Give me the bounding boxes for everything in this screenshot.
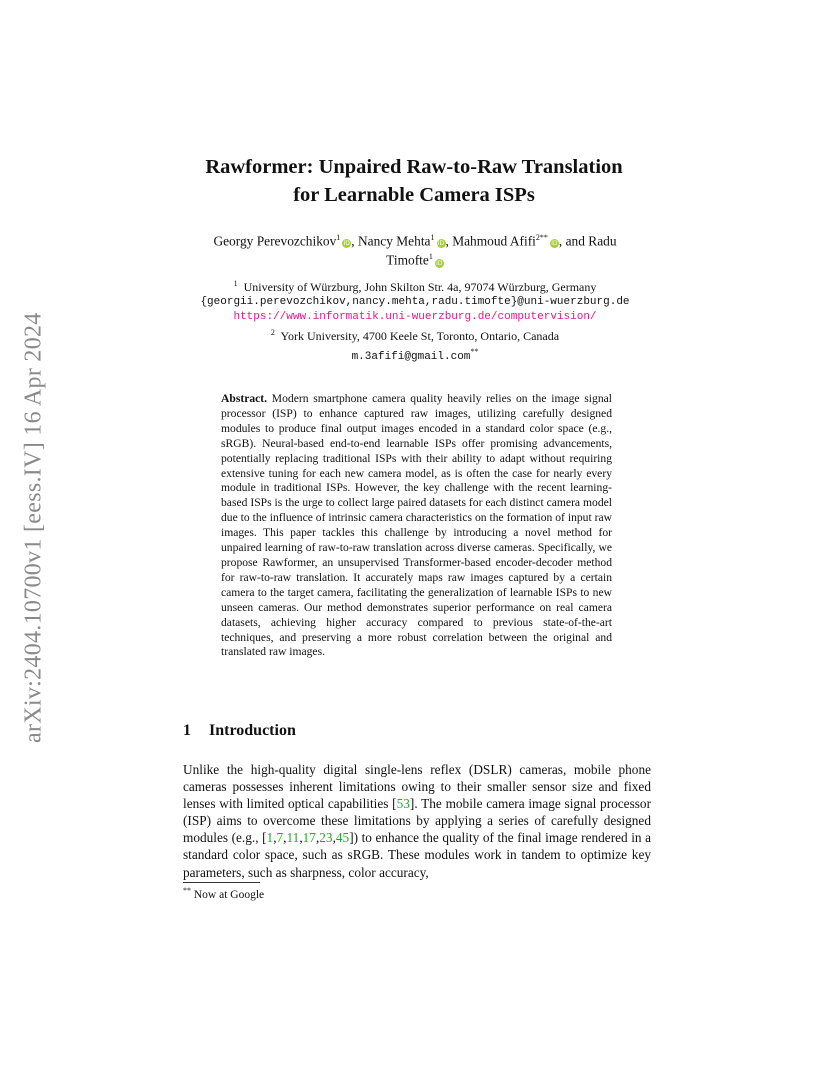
footnote-rule — [183, 882, 260, 883]
citation-separator: , — [332, 830, 336, 846]
author-name: Nancy Mehta — [357, 233, 431, 249]
footnote-text: Now at Google — [191, 888, 265, 901]
citation-link[interactable]: 11 — [286, 830, 300, 846]
citation-link[interactable]: 17 — [302, 830, 316, 846]
intro-text: ]. The mobile camera image signal processor (ISP) aims to overcome these limitations by applying a series of carefully designed modules (e.g., [ — [183, 796, 651, 846]
author-separator: , and Radu — [558, 233, 617, 249]
affiliation-2-text: York University, 4700 Keele St, Toronto, Ontario, Canada — [280, 329, 560, 343]
section-number: 1 — [183, 722, 191, 739]
orcid-icon[interactable]: iD — [343, 240, 350, 248]
orcid-icon[interactable]: iD — [551, 240, 558, 248]
author-affil-mark: 1 — [428, 252, 433, 262]
citation-link[interactable]: 45 — [335, 830, 350, 846]
intro-text: ]) to enhance the quality of the final image rendered in a standard color space, such as sRGB. These modules work in tandem to optimize key parameters, such as sharpness, color accuracy, — [183, 830, 652, 880]
citation-link[interactable]: 1 — [266, 830, 274, 846]
intro-text: Unlike the high-quality digital single-lens reflex (DSLR) cameras, mobile phone cameras possesses inherent limitations owing to their smaller sensor size and fixed lenses with limited optical capabilities [ — [183, 762, 651, 812]
orcid-icon[interactable]: iD — [436, 259, 443, 267]
citation-separator: , — [273, 830, 277, 846]
email-1[interactable]: {georgii.perevozchikov,nancy.mehta,radu.timofte}@uni-wuerzburg.de — [200, 296, 630, 308]
abstract — [221, 392, 612, 660]
section-heading — [183, 722, 296, 740]
abstract-label: Abstract. — [221, 392, 268, 405]
title-line-1: Rawformer: Unpaired Raw-to-Raw Translation — [205, 156, 623, 178]
author-list — [190, 230, 640, 269]
footnote — [183, 886, 264, 901]
affil-mark: 1 — [233, 279, 238, 288]
abstract-text: Modern smartphone camera quality heavily relies on the image signal processor (ISP) to enhance captured raw images, utilizing carefully designed modules to produce final output images encoded in a standard color space (e.g., sRGB). Neural-based end-to-end learnable ISPs offer promising advancements, potentially replacing traditional ISPs with their ability to adapt without requiring extensive tuning for each new camera model, as is often the case for nearly every module in traditional ISPs. However, the key challenge with the recent learning-based ISPs is the urge to collect large paired datasets for each distinct camera model due to the influence of intrinsic camera characteristics on the formation of input raw images. This paper tackles this challenge by introducing a novel method for unpaired learning of raw-to-raw translation across diverse cameras. Specifically, we propose Rawformer, an unsupervised Transformer-based encoder-decoder method for raw-to-raw translation. It accurately maps raw images captured by a certain camera to the target camera, facilitating the generalization of learnable ISPs to new unseen cameras. Our method demonstrates superior performance on real camera datasets, achieving higher accuracy compared to previous state-of-the-art techniques, and preserving a more robust correlation between the original and translated raw images. — [221, 392, 612, 659]
email-2-line — [150, 344, 680, 365]
title-line-2: for Learnable Camera ISPs — [293, 184, 535, 206]
intro-paragraph — [183, 761, 651, 881]
author-affil-mark: 2** — [535, 233, 548, 242]
citation-link[interactable]: 23 — [319, 830, 333, 846]
citation-separator: , — [299, 830, 303, 846]
author-affil-mark: 1 — [430, 233, 435, 242]
section-title: Introduction — [209, 722, 296, 739]
affiliation-1-text: University of Würzburg, John Skilton Str. 4a, 97074 Würzburg, Germany — [243, 280, 597, 294]
paper-title — [0, 153, 828, 209]
email-2[interactable]: m.3afifi@gmail.com — [351, 351, 471, 363]
citation-separator: , — [283, 830, 287, 846]
affiliation-1 — [150, 276, 680, 295]
affil-mark: 2 — [270, 328, 275, 337]
email-2-mark: ** — [470, 347, 479, 356]
citation-link[interactable]: 7 — [276, 830, 284, 846]
author-affil-mark: 1 — [336, 233, 341, 242]
affiliation-2 — [150, 325, 680, 344]
author-separator: , — [351, 233, 358, 249]
arxiv-stamp: arXiv:2404.10700v1 [eess.IV] 16 Apr 2024 — [20, 312, 47, 744]
citation-link[interactable]: 53 — [396, 796, 410, 812]
citation-separator: , — [315, 830, 320, 846]
orcid-icon[interactable]: iD — [437, 240, 445, 248]
author-name: Timofte — [386, 252, 429, 268]
author-name: Mahmoud Afifi — [452, 233, 536, 249]
author-separator: , — [445, 233, 453, 249]
author-name: Georgy Perevozchikov — [213, 233, 337, 249]
footnote-mark: ** — [183, 886, 191, 895]
affiliations — [150, 276, 680, 365]
affiliation-url[interactable]: https://www.informatik.uni-wuerzburg.de/computervision/ — [233, 311, 597, 323]
